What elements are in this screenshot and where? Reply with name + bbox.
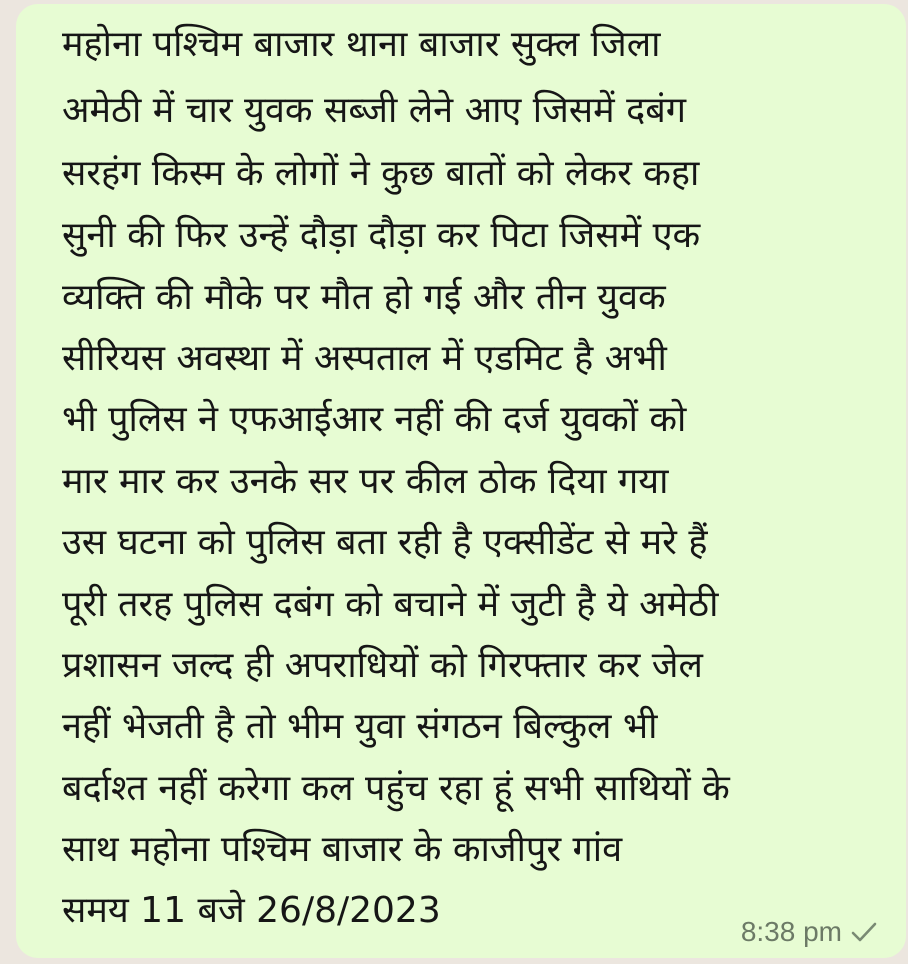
message-line: मार मार कर उनके सर पर कील ठोक दिया गया [62, 461, 669, 502]
message-line: सीरियस अवस्था में अस्पताल में एडमिट है अभी [62, 338, 667, 379]
message-line: बर्दाश्त नहीं करेगा कल पहुंच रहा हूं सभी साथियों के [62, 768, 730, 809]
message-line: समय 11 बजे 26/8/2023 [62, 890, 441, 931]
single-check-icon [850, 921, 878, 943]
message-meta [741, 916, 878, 948]
message-line: भी पुलिस ने एफआईआर नहीं की दर्ज युवकों को [62, 399, 687, 440]
message-line: प्रशासन जल्द ही अपराधियों को गिरफ्तार कर जेल [62, 645, 703, 686]
message-line: उस घटना को पुलिस बता रही है एक्सीडेंट से मरे हैं [62, 522, 708, 563]
message-line: साथ महोना पश्चिम बाजार के काजीपुर गांव [62, 829, 623, 870]
message-line: नहीं भेजती है तो भीम युवा संगठन बिल्कुल भी [62, 706, 658, 747]
message-line: सुनी की फिर उन्हें दौड़ा दौड़ा कर पिटा जिसमें एक [62, 215, 701, 256]
message-line: महोना पश्चिम बाजार थाना बाजार सुक्ल जिला [62, 24, 661, 65]
message-line: पूरी तरह पुलिस दबंग को बचाने में जुटी है ये अमेठी [62, 584, 719, 625]
message-line: सरहंग किस्म के लोगों ने कुछ बातों को लेकर कहा [62, 153, 700, 194]
message-bubble[interactable] [16, 4, 906, 958]
message-time: 8:38 pm [740, 916, 842, 947]
message-line: व्यक्ति की मौके पर मौत हो गई और तीन युवक [62, 277, 666, 318]
message-line: अमेठी में चार युवक सब्जी लेने आए जिसमें दबंग [62, 90, 687, 131]
